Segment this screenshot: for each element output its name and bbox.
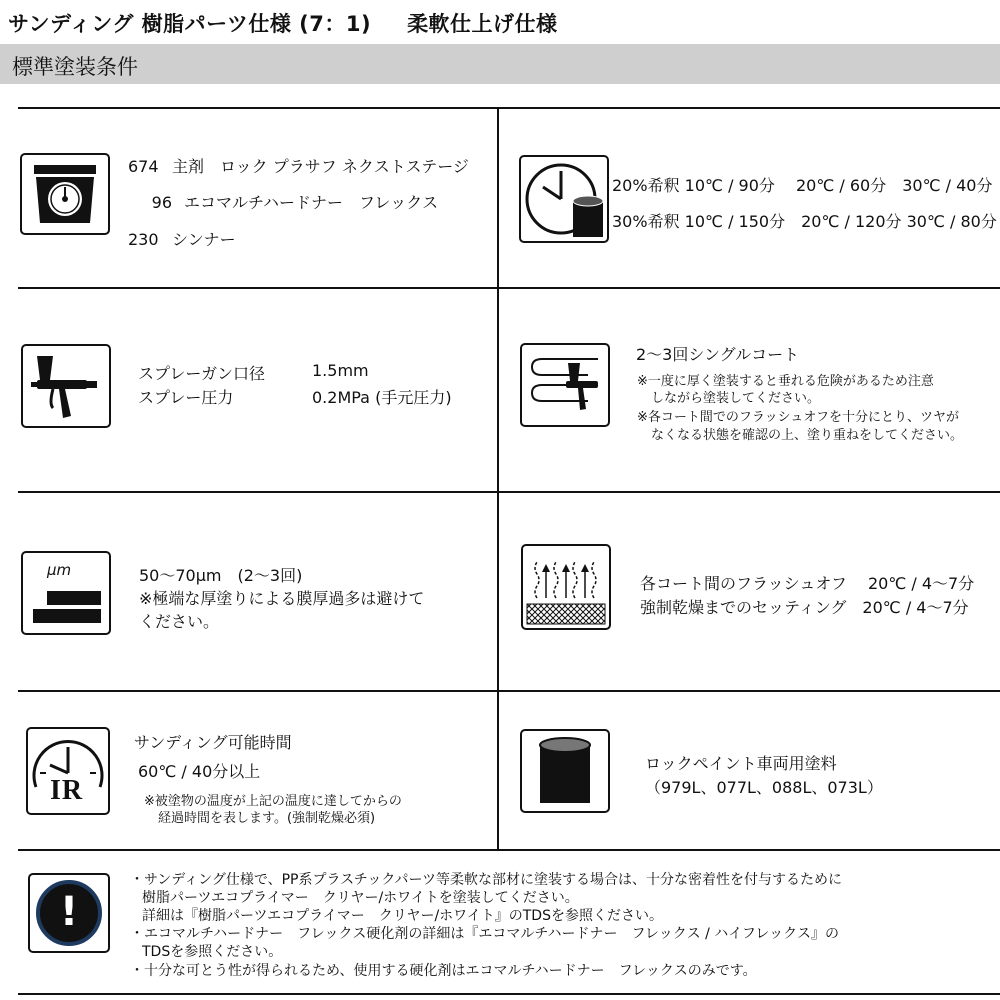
notice-line-1: ・サンディング仕様で、PP系プラスチックパーツ等柔軟な部材に塗装する場合は、十分な密着性を付与するために	[130, 872, 842, 888]
mix-qty: 96	[151, 193, 172, 212]
mix-name: エコマルチハードナー フレックス	[184, 193, 439, 212]
pressure-label: スプレー圧力	[138, 388, 234, 407]
divider-row4	[18, 849, 1000, 851]
divider-row1	[18, 287, 1000, 289]
divider-top	[18, 107, 1000, 109]
pot-life-line-2: 30%希釈 10℃ / 150分 20℃ / 120分 30℃ / 80分	[612, 212, 997, 231]
flash-line-1: 各コート間のフラッシュオフ 20℃ / 4～7分	[640, 574, 975, 593]
section-band	[0, 44, 1000, 84]
mix-name: シンナー	[172, 230, 236, 249]
sanding-title: サンディング可能時間	[134, 733, 292, 752]
page-title	[8, 8, 558, 38]
flash-off-icon	[521, 544, 611, 630]
divider-bottom	[18, 993, 1000, 995]
exclamation-icon: !	[59, 889, 79, 935]
film-unit-label: μm	[47, 561, 72, 579]
ir-label: IR	[50, 775, 84, 806]
mix-row-1	[128, 154, 469, 177]
pot-life-line-1: 20%希釈 10℃ / 90分 20℃ / 60分 30℃ / 40分	[612, 176, 993, 195]
flash-line-2: 強制乾燥までのセッティング 20℃ / 4～7分	[640, 598, 969, 617]
scale-icon	[20, 153, 110, 235]
divider-row3	[18, 690, 1000, 692]
coat-note-2a: ※各コート間でのフラッシュオフを十分にとり、ツヤが	[637, 410, 959, 425]
pot-life-clock-icon	[519, 155, 609, 243]
ir-clock-icon	[26, 727, 110, 815]
film-thickness-icon	[21, 551, 111, 635]
coat-note-2b: なくなる状態を確認の上、塗り重ねをしてください。	[651, 428, 964, 443]
pressure-value: 0.2MPa (手元圧力)	[312, 388, 452, 407]
mix-name: 主剤 ロック プラサフ ネクストステージ	[172, 157, 469, 176]
sanding-value: 60℃ / 40分以上	[138, 762, 261, 781]
divider-row2	[18, 491, 1000, 493]
mix-row-2	[128, 190, 438, 213]
notice-line-4: ・エコマルチハードナー フレックス硬化剤の詳細は『エコマルチハードナー フレックス / ハイフレックス』の	[130, 926, 839, 942]
sanding-note-a: ※被塗物の温度が上記の温度に達してからの	[144, 794, 402, 809]
notice-line-2: 樹脂パーツエコプライマー クリヤー/ホワイトを塗装してください。	[142, 890, 579, 906]
notice-icon	[28, 873, 110, 953]
nozzle-value: 1.5mm	[312, 361, 369, 380]
notice-line-5: TDSを参照ください。	[142, 944, 283, 960]
film-line-1: 50～70μm (2～3回)	[139, 566, 303, 585]
title-main: サンディング 樹脂パーツ仕様 (7：1)	[8, 12, 372, 36]
coat-title: 2～3回シングルコート	[636, 345, 800, 364]
film-line-2: ※極端な厚塗りによる膜厚過多は避けて	[139, 589, 425, 608]
mix-row-3	[128, 227, 236, 250]
sanding-note-b: 経過時間を表します。(強制乾燥必須)	[158, 811, 376, 826]
spray-coat-icon	[520, 343, 610, 427]
nozzle-label: スプレーガン口径	[138, 364, 266, 383]
section-title: 標準塗装条件	[12, 55, 138, 79]
film-line-3: ください。	[139, 612, 220, 631]
paint-line-2: （979L、077L、088L、073L）	[645, 778, 883, 797]
coat-note-1b: しながら塗装してください。	[651, 391, 821, 406]
mix-qty: 674	[128, 157, 159, 176]
paint-can-icon	[520, 729, 610, 813]
divider-vertical	[497, 108, 499, 850]
mix-qty: 230	[128, 230, 159, 249]
coat-note-1a: ※一度に厚く塗装すると垂れる危険があるため注意	[637, 374, 934, 389]
paint-line-1: ロックペイント車両用塗料	[645, 754, 837, 773]
spray-gun-icon	[21, 344, 111, 428]
notice-line-3: 詳細は『樹脂パーツエコプライマー クリヤー/ホワイト』のTDSを参照ください。	[142, 908, 663, 924]
notice-line-6: ・十分な可とう性が得られるため、使用する硬化剤はエコマルチハードナー フレックスのみです。	[130, 963, 757, 979]
title-sub: 柔軟仕上げ仕様	[407, 12, 558, 36]
